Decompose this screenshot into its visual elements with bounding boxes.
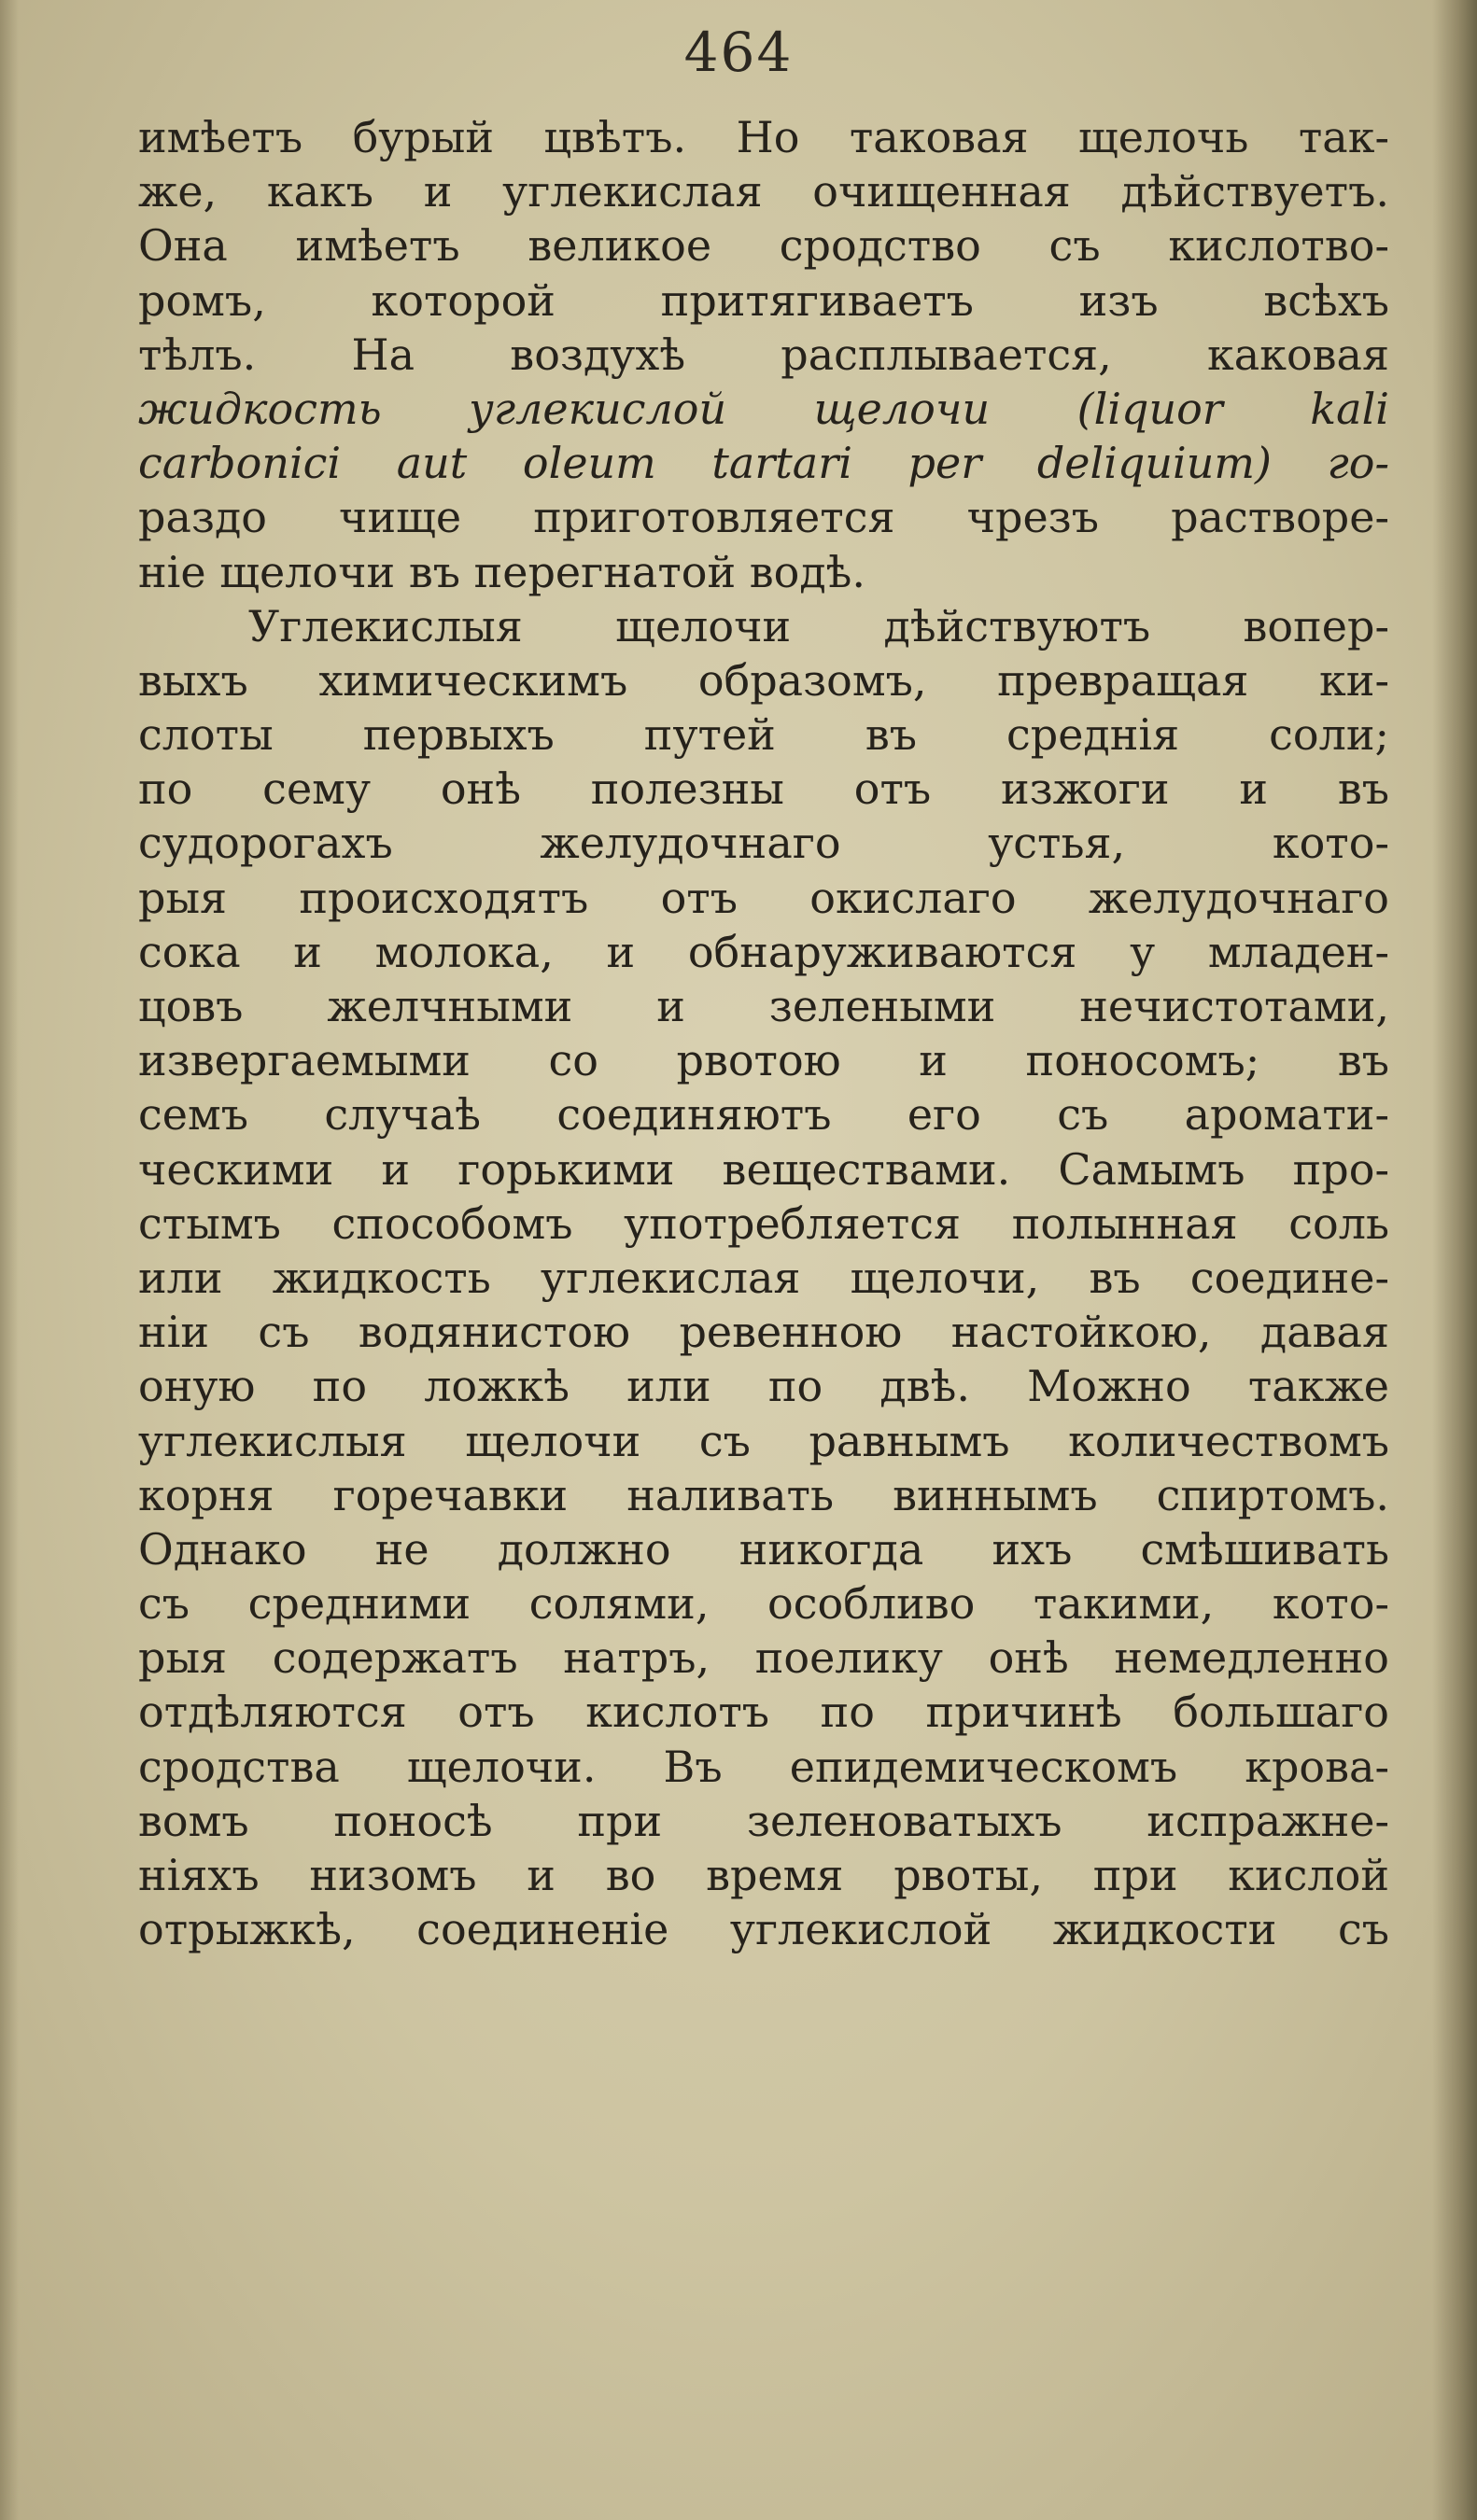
text-line: корня горечавки наливать виннымъ спиртомъ. — [138, 1469, 1389, 1520]
text-line: углекислыя щелочи съ равнымъ количествомъ — [138, 1415, 1389, 1466]
text-line: Однако не должно никогда ихъ смѣшивать — [138, 1523, 1389, 1575]
text-line: отрыжкѣ, соединенiе углекислой жидкости съ — [138, 1904, 1389, 1955]
text-line: извергаемыми со рвотою и поносомъ; въ — [138, 1035, 1389, 1086]
page-edge-shadow — [0, 0, 19, 2520]
text-line: цовъ желчными и зелеными нечистотами, — [138, 981, 1389, 1031]
text-line: выхъ химическимъ образомъ, превращая ки- — [138, 654, 1389, 706]
text-line: же, какъ и углекислая очищенная дѣйствуетъ. — [138, 166, 1389, 217]
text-line: сродства щелочи. Въ епидемическомъ крова- — [138, 1741, 1389, 1792]
text-line: вомъ поносѣ при зеленоватыхъ испражне- — [138, 1795, 1389, 1846]
spine-shadow — [1432, 0, 1477, 2520]
text-line: отдѣляются отъ кислотъ по причинѣ большаго — [138, 1687, 1389, 1738]
text-line: ческими и горькими веществами. Самымъ про- — [138, 1143, 1389, 1195]
text-line: по сему онѣ полезны отъ изжоги и въ — [138, 763, 1389, 815]
text-line: или жидкость углекислая щелочи, въ соедине- — [138, 1252, 1389, 1303]
text-line: имѣетъ бурый цвѣтъ. Но таковая щелочь так- — [138, 112, 1389, 162]
text-line: рыя происходятъ отъ окислаго желудочнаго — [138, 872, 1389, 923]
text-line: Углекислыя щелочи дѣйствуютъ вопер- — [248, 600, 1389, 651]
text-line: тѣлъ. На воздухѣ расплывается, каковая — [138, 329, 1389, 380]
text-line: нiяхъ низомъ и во время рвоты, при кислой — [138, 1850, 1389, 1900]
text-line: семъ случаѣ соединяютъ его съ аромати- — [138, 1089, 1389, 1141]
text-line: carbonici aut oleum tartari per deliquium) го- — [138, 438, 1389, 489]
body-text — [138, 110, 1389, 1956]
text-line: оную по ложкѣ или по двѣ. Можно также — [138, 1361, 1389, 1412]
text-line: ромъ, которой притягиваетъ изъ всѣхъ — [138, 274, 1389, 326]
text-line: сока и молока, и обнаруживаются у младен- — [138, 926, 1389, 977]
text-line: Она имѣетъ великое сродство съ кислотво- — [138, 220, 1389, 272]
page-number: 464 — [683, 21, 794, 84]
text-line: слоты первыхъ путей въ среднiя соли; — [138, 709, 1389, 761]
text-line: раздо чище приготовляется чрезъ растворе- — [138, 492, 1389, 543]
text-line: нiи съ водянистою ревенною настойкою, давая — [138, 1307, 1389, 1358]
text-line: стымъ способомъ употребляется полынная соль — [138, 1197, 1389, 1249]
text-line: судорогахъ желудочнаго устья, кото- — [138, 818, 1389, 869]
text-line: рыя содержатъ натръ, поелику онѣ немедленно — [138, 1632, 1389, 1684]
text-line: нiе щелочи въ перегнатой водѣ. — [138, 546, 866, 597]
text-line: жидкость углекислой щелочи (liquor kali — [138, 383, 1389, 434]
text-line: съ средними солями, особливо такими, кото- — [138, 1578, 1389, 1630]
